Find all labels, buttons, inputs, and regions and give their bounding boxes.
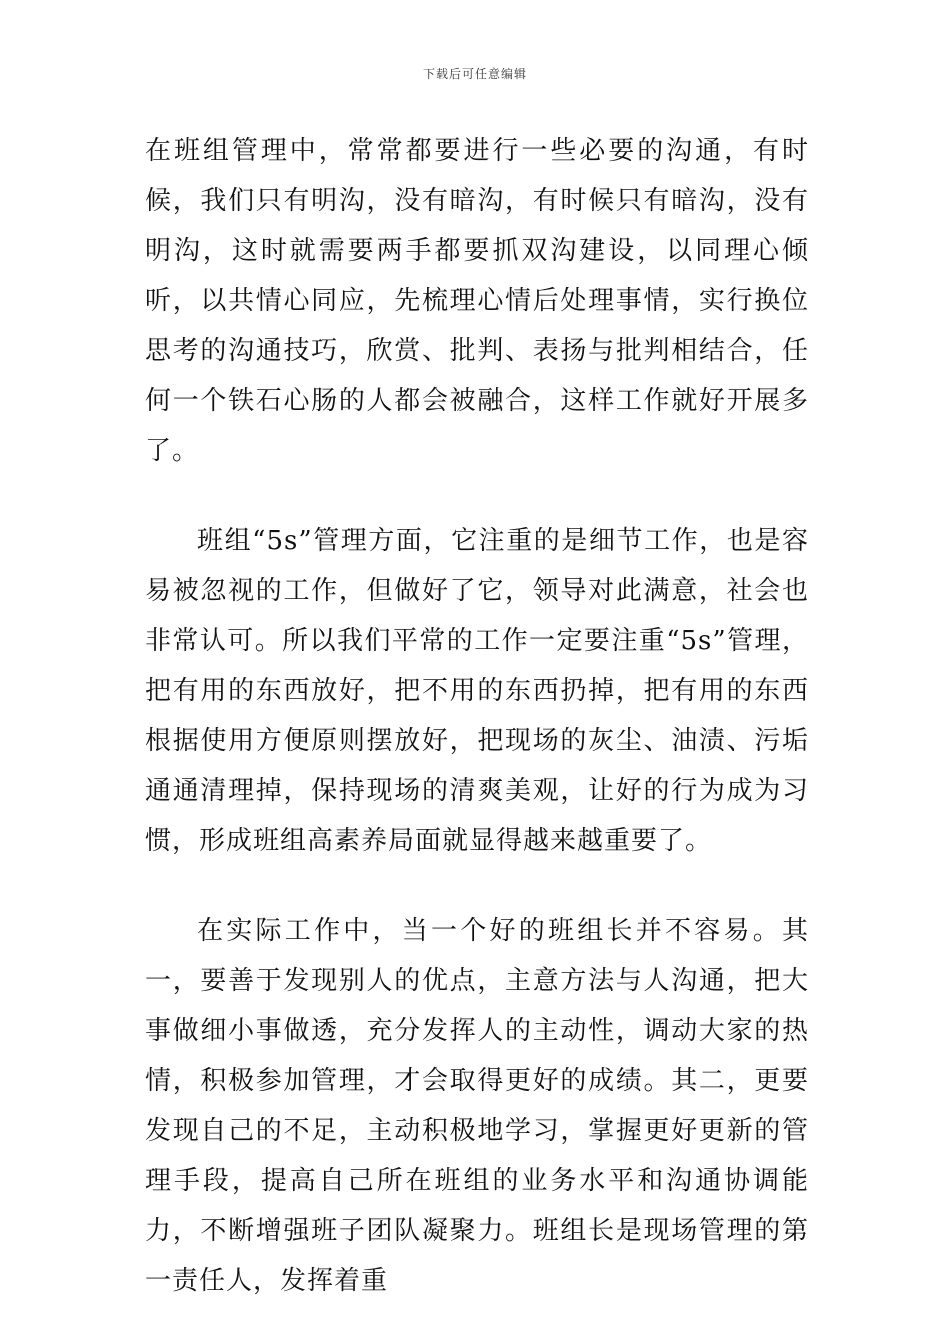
paragraph-communication: 在班组管理中，常常都要进行一些必要的沟通，有时候，我们只有明沟，没有暗沟，有时候只有暗沟，没有明沟，这时就需要两手都要抓双沟建设，以同理心倾听，以共情心同应，先梳理心情后处理事情，实行换位思考的沟通技巧，欣赏、批判、表扬与批判相结合，任何一个铁石心肠的人都会被融合，这样工作就好开展多了。 <box>145 136 809 466</box>
paragraph-spacer <box>145 476 809 516</box>
document-body <box>145 126 809 1306</box>
paragraph-team-leader: 在实际工作中，当一个好的班组长并不容易。其一，要善于发现别人的优点，主意方法与人沟通，把大事做细小事做透，充分发挥人的主动性，调动大家的热情，积极参加管理，才会取得更好的成绩。其二，更要发现自己的不足，主动积极地学习，掌握更好更新的管理手段，提高自己所在班组的业务水平和沟通协调能力，不断增强班子团队凝聚力。班组长是现场管理的第一责任人，发挥着重 <box>145 916 809 1296</box>
paragraph-5s-management: 班组“5s”管理方面，它注重的是细节工作，也是容易被忽视的工作，但做好了它，领导对此满意，社会也非常认可。所以我们平常的工作一定要注重“5s”管理，把有用的东西放好，把不用的东西扔掉，把有用的东西根据使用方便原则摆放好，把现场的灰尘、油渍、污垢通通清理掉，保持现场的清爽美观，让好的行为成为习惯，形成班组高素养局面就显得越来越重要了。 <box>145 526 809 856</box>
page-header: 下载后可任意编辑 <box>422 67 527 81</box>
paragraph-spacer <box>145 866 809 906</box>
